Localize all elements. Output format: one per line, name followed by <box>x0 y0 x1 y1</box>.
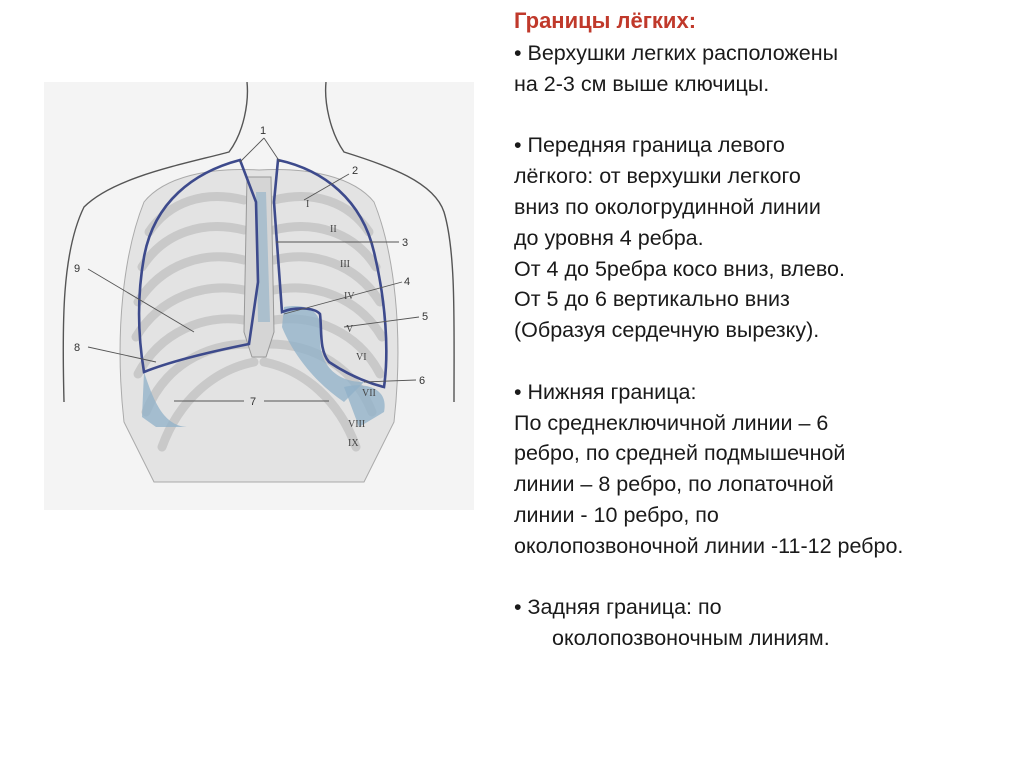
spacer <box>514 100 1014 131</box>
lower-line-6: околопозвоночной линии -11-12 ребро. <box>514 533 904 558</box>
anterior-line-2: лёгкого: от верхушки легкого <box>514 164 801 189</box>
spacer <box>514 346 1014 377</box>
rib-numeral-2: II <box>330 224 337 235</box>
callout-1: 1 <box>260 125 267 137</box>
callout-7: 7 <box>250 396 257 408</box>
callout-4: 4 <box>404 276 411 288</box>
rib-numeral-1: I <box>306 199 310 210</box>
anterior-line-6: От 5 до 6 вертикально вниз <box>514 287 790 312</box>
rib-numeral-4: IV <box>344 291 355 302</box>
lower-line-5: линии - 10 ребро, по <box>514 502 719 527</box>
callout-9: 9 <box>74 263 81 275</box>
apex-line-1: • Верхушки легких расположены <box>514 41 839 65</box>
posterior-line-1: • Задняя граница: по <box>514 595 722 620</box>
posterior-line-2: околопозвоночным линиям. <box>552 626 830 651</box>
lower-line-1: • Нижняя граница: <box>514 379 697 404</box>
rib-numeral-5: V <box>346 324 354 335</box>
anterior-line-4: до уровня 4 ребра. <box>514 225 704 250</box>
anterior-line-3: вниз по окологрудинной линии <box>514 194 821 219</box>
anterior-line-5: От 4 до 5ребра косо вниз, влево. <box>514 256 845 281</box>
rib-numeral-8: VIII <box>348 419 366 430</box>
callout-6: 6 <box>419 375 426 387</box>
lower-line-3: ребро, по средней подмышечной <box>514 441 846 466</box>
callout-8: 8 <box>74 342 81 354</box>
rib-numeral-6: VI <box>356 352 367 363</box>
anterior-line-1: • Передняя граница левого <box>514 133 785 158</box>
chest-illustration <box>44 82 474 510</box>
anterior-line-7: (Образуя сердечную вырезку). <box>514 318 820 343</box>
rib-numeral-7: VII <box>362 388 376 399</box>
lung-borders-figure <box>44 82 474 510</box>
slide-title: Границы лёгких: <box>514 8 697 33</box>
rib-numeral-9: IX <box>348 438 359 449</box>
callout-2: 2 <box>352 165 359 177</box>
apex-line-2: на 2-3 см выше ключицы. <box>514 71 770 96</box>
spacer <box>514 562 1014 593</box>
lower-line-2: По среднеключичной линии – 6 <box>514 410 829 435</box>
callout-5: 5 <box>422 311 429 323</box>
lower-line-4: линии – 8 ребро, по лопаточной <box>514 472 834 497</box>
callout-3: 3 <box>402 237 409 249</box>
rib-numeral-3: III <box>340 259 350 270</box>
text-panel <box>514 4 1014 654</box>
